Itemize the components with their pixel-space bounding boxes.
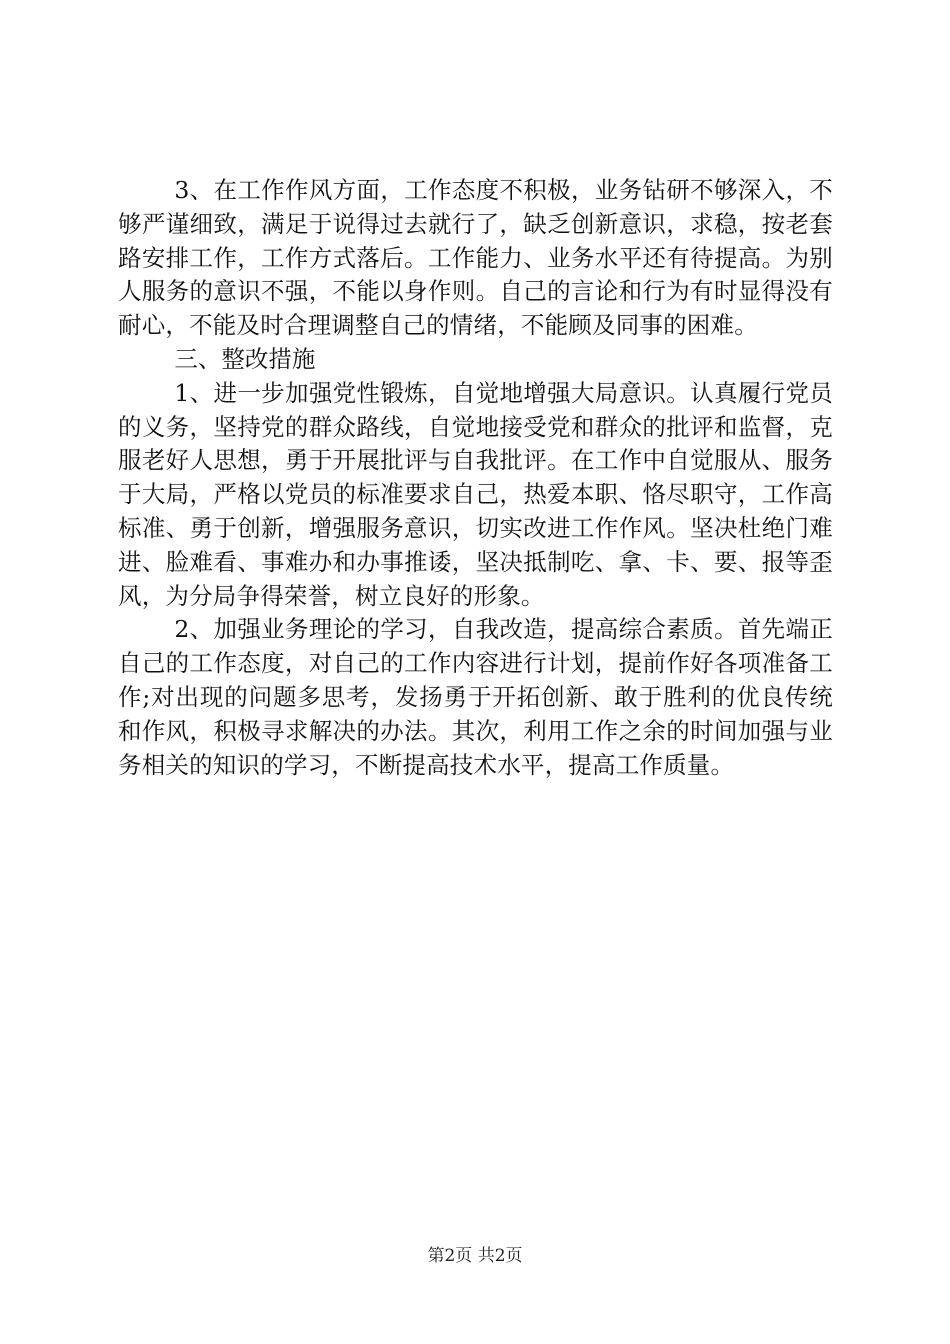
paragraph-party-discipline: 1、进一步加强党性锻炼，自觉地增强大局意识。认真履行党员的义务，坚持党的群众路线，自觉地接受党和群众的批评和监督，克服老好人思想，勇于开展批评与自我批评。在工作中自觉服从、服务于大局，严格以党员的标准要求自己，热爱本职、恪尽职守，工作高标准、勇于创新，增强服务意识，切实改进工作作风。坚决杜绝门难进、脸难看、事难办和办事推诿，坚决抵制吃、拿、卡、要、报等歪风，为分局争得荣誉，树立良好的形象。	[118, 378, 833, 610]
paragraph-business-study: 2、加强业务理论的学习，自我改造，提高综合素质。首先端正自己的工作态度，对自己的工作内容进行计划，提前作好各项准备工作;对出现的问题多思考，发扬勇于开拓创新、敢于胜利的优良传统和作风，积极寻求解决的办法。其次，利用工作之余的时间加强与业务相关的知识的学习，不断提高技术水平，提高工作质量。	[118, 615, 833, 779]
section-heading-rectification: 三、整改措施	[174, 344, 316, 373]
document-body	[118, 174, 833, 782]
page-number-footer: 第2页 共2页	[427, 1246, 523, 1266]
paragraph-work-style: 3、在工作作风方面，工作态度不积极，业务钻研不够深入，不够严谨细致，满足于说得过去就行了，缺乏创新意识，求稳，按老套路安排工作，工作方式落后。工作能力、业务水平还有待提高。为别人服务的意识不强，不能以身作则。自己的言论和行为有时显得没有耐心，不能及时合理调整自己的情绪，不能顾及同事的困难。	[118, 176, 833, 340]
